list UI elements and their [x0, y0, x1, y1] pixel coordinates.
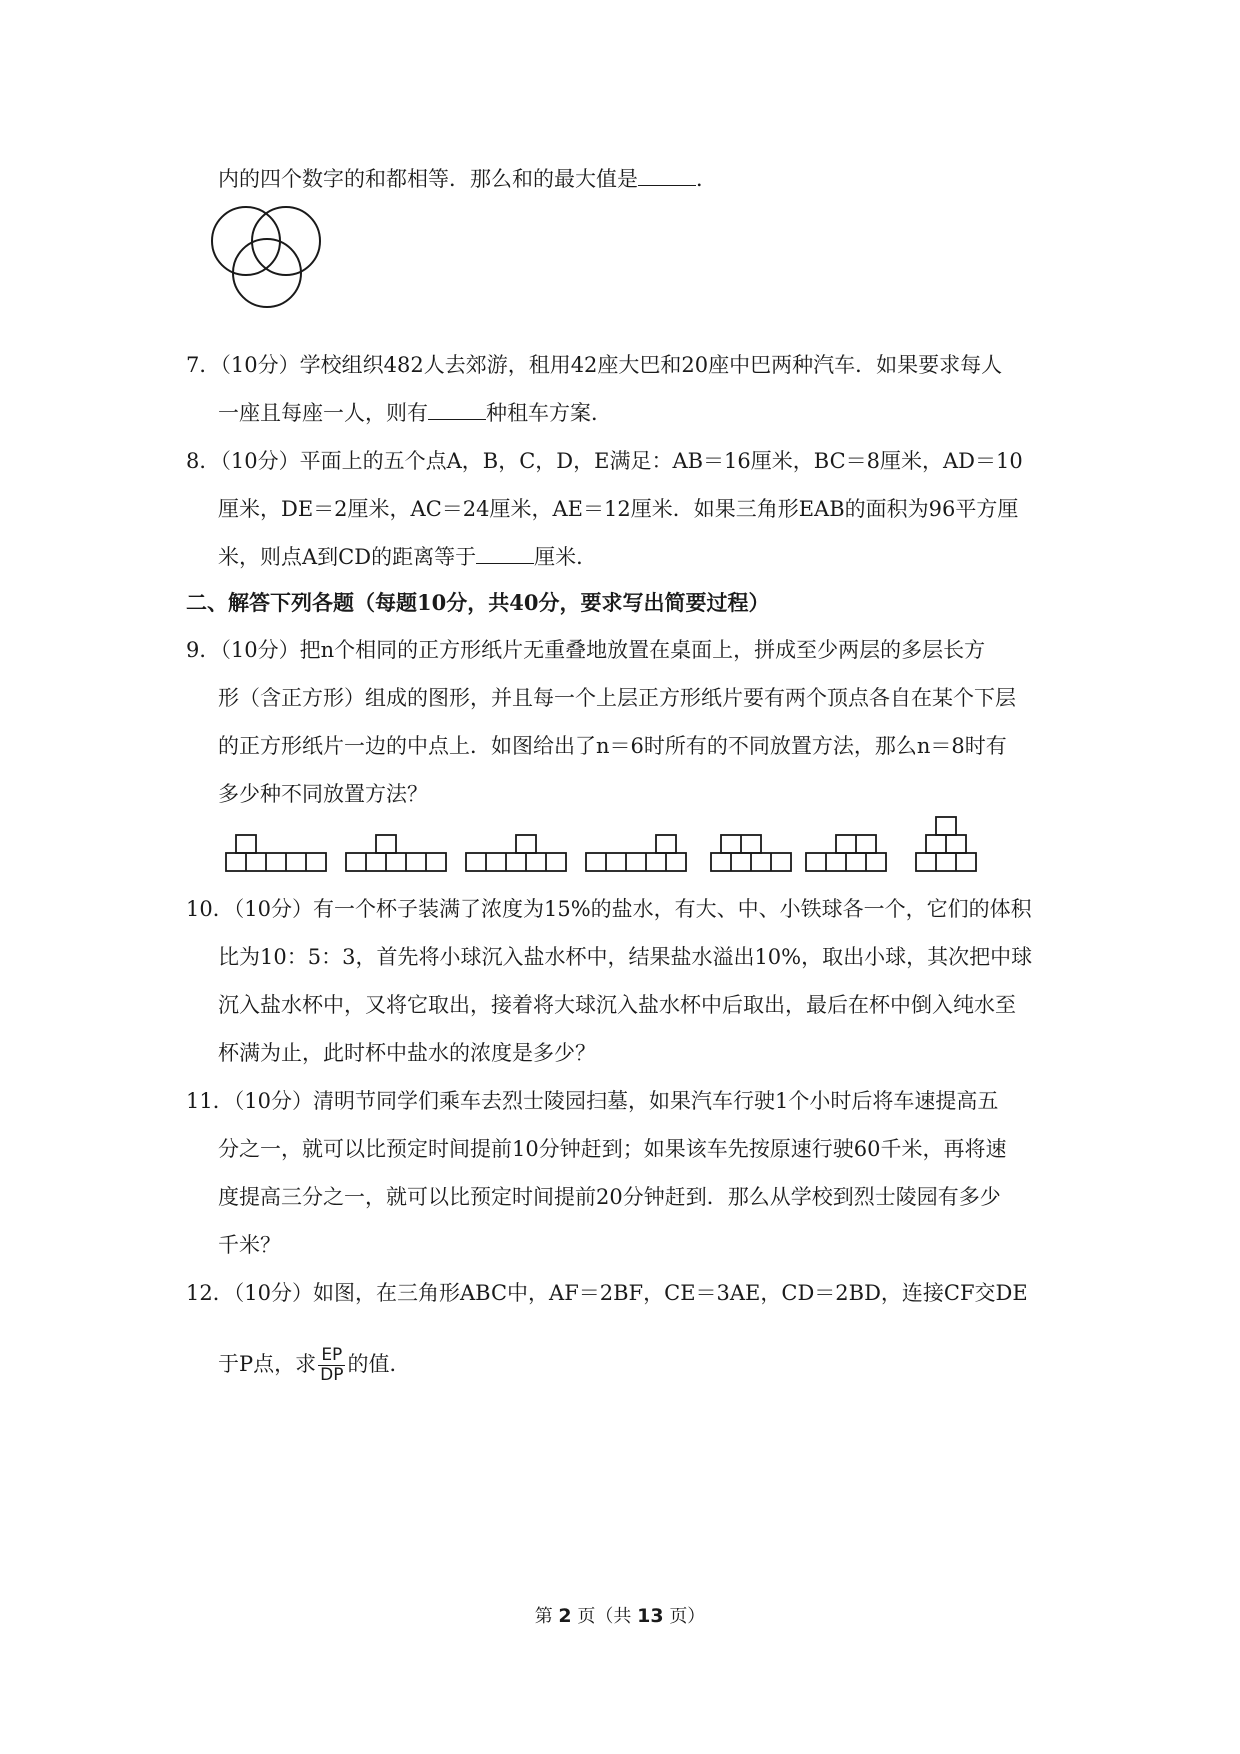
q11-number: 11． [186, 1089, 234, 1113]
q10-text-2: 比为10：5：3，首先将小球沉入盐水杯中，结果盐水溢出10%，取出小球，其次把中球 [218, 945, 1033, 969]
q12-line1 [186, 1278, 1028, 1308]
q12-line2 [218, 1346, 410, 1385]
square-arrangements-figure [224, 824, 984, 872]
q9-text-2: 形（含正方形）组成的图形，并且每一个上层正方形纸片要有两个顶点各自在某个下层 [218, 686, 1016, 710]
arrangement-1 [226, 835, 326, 871]
q10-number: 10． [186, 897, 234, 921]
q11-line3 [218, 1182, 1001, 1212]
q9-line2 [218, 683, 1016, 713]
q8-line1 [186, 446, 1023, 476]
q10-text-1: 有一个杯子装满了浓度为15%的盐水，有大、中、小铁球各一个，它们的体积 [312, 897, 1032, 921]
q11-text-1: 清明节同学们乘车去烈士陵园扫墓，如果汽车行驶1个小时后将车速提高五 [312, 1089, 999, 1113]
section-title: 二、解答下列各题（每题10分，共40分，要求写出简要过程） [186, 590, 770, 615]
q12-text-2b: 的值． [347, 1352, 411, 1376]
fraction-ep-dp [318, 1346, 345, 1385]
q8-score: （10分） [220, 449, 300, 473]
q9-text-1: 把n个相同的正方形纸片无重叠地放置在桌面上，拼成至少两层的多层长方 [299, 638, 986, 662]
q8-number: 8． [186, 449, 221, 473]
q11-line1 [186, 1086, 998, 1116]
q9-line4 [218, 779, 428, 809]
q8-text-3a: 米，则点A到CD的距离等于 [218, 545, 477, 569]
q7-text-2a: 一座且每座一人，则有 [218, 401, 428, 425]
q8-line2 [218, 494, 1018, 524]
footer-mid: 页（共 [577, 1606, 632, 1627]
q9-score: （10分） [220, 638, 300, 662]
arrangement-2 [346, 835, 446, 871]
q10-line2 [218, 942, 1032, 972]
fraction-denominator: DP [320, 1365, 344, 1385]
q10-line4 [218, 1038, 596, 1068]
circle-bottom [233, 239, 301, 307]
answer-blank[interactable] [638, 165, 696, 186]
page-footer [0, 1602, 1240, 1628]
arrangement-3 [466, 835, 566, 871]
q11-score: （10分） [233, 1089, 313, 1113]
q7-number: 7． [186, 353, 221, 377]
footer-total-pages: 13 [637, 1605, 664, 1627]
answer-blank[interactable] [428, 399, 486, 420]
q7-score: （10分） [220, 353, 300, 377]
q12-text-1: 如图，在三角形ABC中，AF＝2BF，CE＝3AE，CD＝2BD，连接CF交DE [312, 1281, 1028, 1305]
footer-page-number: 2 [558, 1605, 572, 1627]
q10-score: （10分） [233, 897, 313, 921]
q6-tail-line [218, 164, 717, 194]
q10-line1 [186, 894, 1032, 924]
q9-line3 [218, 731, 1007, 761]
three-circles-figure [210, 204, 326, 310]
q12-score: （10分） [233, 1281, 313, 1305]
q11-text-2: 分之一，就可以比预定时间提前10分钟赶到；如果该车先按原速行驶60千米，再将速 [218, 1137, 1007, 1161]
q11-line2 [218, 1134, 1006, 1164]
q8-text-2: 厘米，DE＝2厘米，AC＝24厘米，AE＝12厘米．如果三角形EAB的面积为96平方厘 [218, 497, 1019, 521]
q10-text-3: 沉入盐水杯中，又将它取出，接着将大球沉入盐水杯中后取出，最后在杯中倒入纯水至 [218, 993, 1016, 1017]
q7-line2 [218, 398, 612, 428]
section-heading [186, 588, 769, 618]
answer-blank[interactable] [476, 543, 534, 564]
q8-text-3b: 厘米． [534, 545, 598, 569]
q10-line3 [218, 990, 1016, 1020]
q8-text-1: 平面上的五个点A，B，C，D，E满足：AB＝16厘米，BC＝8厘米，AD＝10 [299, 449, 1023, 473]
footer-post: 页） [669, 1606, 706, 1627]
q7-text-1: 学校组织482人去郊游，租用42座大巴和20座中巴两种汽车．如果要求每人 [299, 353, 1003, 377]
q6-tail-text: 内的四个数字的和都相等．那么和的最大值是 [218, 167, 638, 191]
q9-text-3: 的正方形纸片一边的中点上．如图给出了n＝6时所有的不同放置方法，那么n＝8时有 [218, 734, 1007, 758]
q11-text-4: 千米？ [218, 1233, 281, 1257]
q7-text-2b: 种租车方案． [486, 401, 612, 425]
q12-number: 12． [186, 1281, 234, 1305]
circle-right [252, 207, 320, 275]
q10-text-4: 杯满为止，此时杯中盐水的浓度是多少？ [218, 1041, 596, 1065]
arrangement-5 [711, 835, 791, 871]
q11-line4 [218, 1230, 281, 1260]
arrangement-7 [916, 817, 976, 871]
q9-number: 9． [186, 638, 221, 662]
arrangement-6 [806, 835, 886, 871]
q11-text-3: 度提高三分之一，就可以比预定时间提前20分钟赶到．那么从学校到烈士陵园有多少 [218, 1185, 1001, 1209]
fraction-numerator: EP [318, 1346, 345, 1366]
q6-end: ． [696, 167, 717, 191]
q9-text-4: 多少种不同放置方法？ [218, 782, 428, 806]
q7-line1 [186, 350, 1002, 380]
circle-left [212, 207, 280, 275]
arrangement-4 [586, 835, 686, 871]
q8-line3 [218, 542, 597, 572]
footer-pre: 第 [534, 1606, 553, 1627]
q12-text-2a: 于P点，求 [218, 1352, 317, 1376]
q9-line1 [186, 635, 985, 665]
